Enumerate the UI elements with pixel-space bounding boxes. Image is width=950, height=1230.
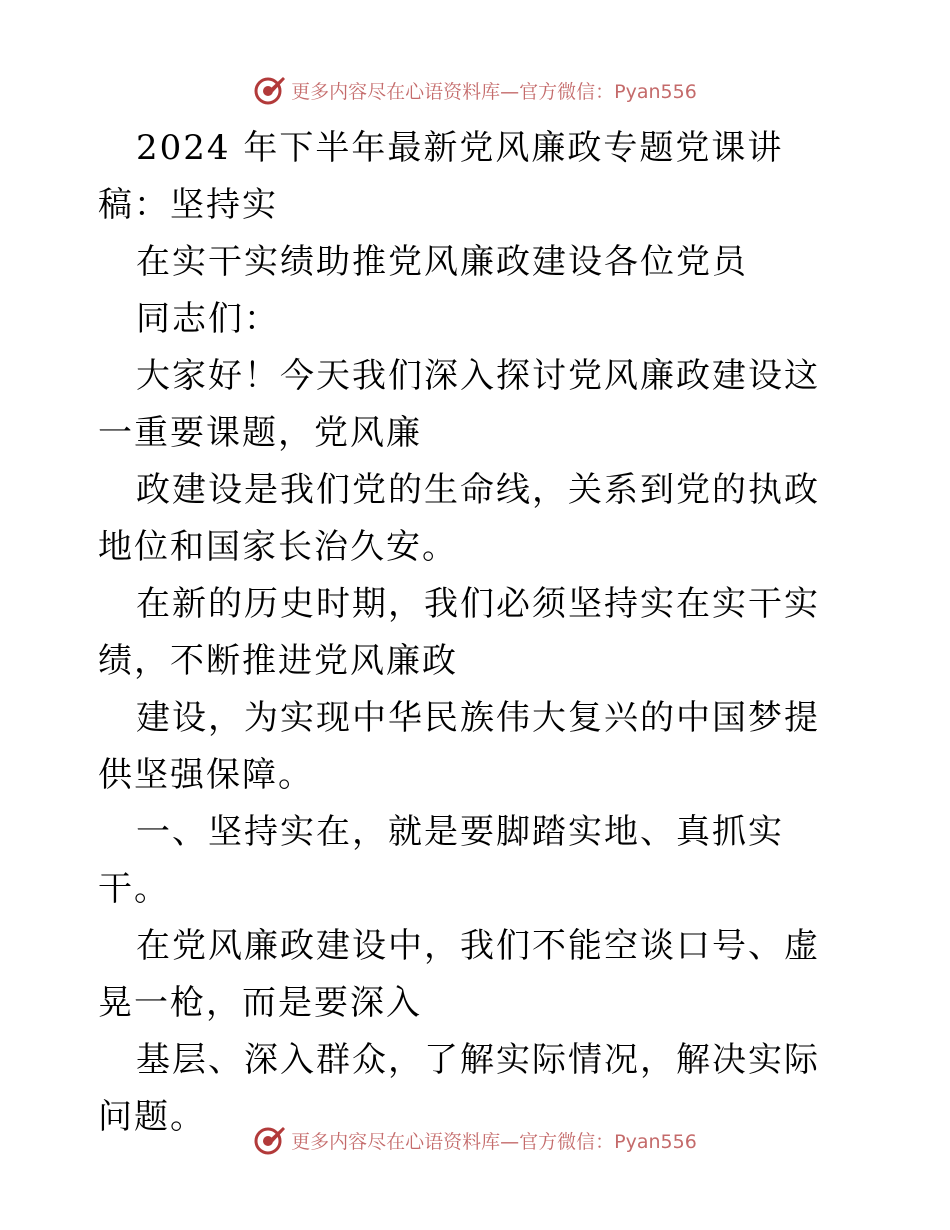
header-watermark-text: 更多内容尽在心语资料库—官方微信：Pyan556 [291, 80, 697, 103]
paragraph: 建设，为实现中华民族伟大复兴的中国梦提供坚强保障。 [98, 698, 820, 795]
footer-watermark-banner [0, 1118, 950, 1162]
paragraph: 在党风廉政建设中，我们不能空谈口号、虚晃一枪，而是要深入 [98, 926, 820, 1023]
paragraph: 在新的历史时期，我们必须坚持实在实干实绩，不断推进党风廉政 [98, 584, 820, 681]
document-body [98, 120, 854, 1146]
pen-nib-logo-icon [253, 1123, 287, 1157]
doc-title-line-2: 在实干实绩助推党风廉政建设各位党员 [136, 242, 748, 282]
footer-watermark-text: 更多内容尽在心语资料库—官方微信：Pyan556 [291, 1130, 697, 1153]
paragraph: 政建设是我们党的生命线，关系到党的执政地位和国家长治久安。 [98, 470, 820, 567]
paragraph: 基层、深入群众，了解实际情况，解决实际问题。 [98, 1040, 820, 1137]
pen-nib-logo-icon [253, 73, 287, 107]
section-heading: 一、坚持实在，就是要脚踏实地、真抓实干。 [98, 812, 784, 909]
header-watermark-banner [0, 68, 950, 112]
paragraph: 大家好！今天我们深入探讨党风廉政建设这一重要课题，党风廉 [98, 356, 820, 453]
greeting: 同志们： [136, 299, 280, 339]
doc-title-line-1: 2024 年下半年最新党风廉政专题党课讲稿：坚持实 [98, 128, 784, 225]
